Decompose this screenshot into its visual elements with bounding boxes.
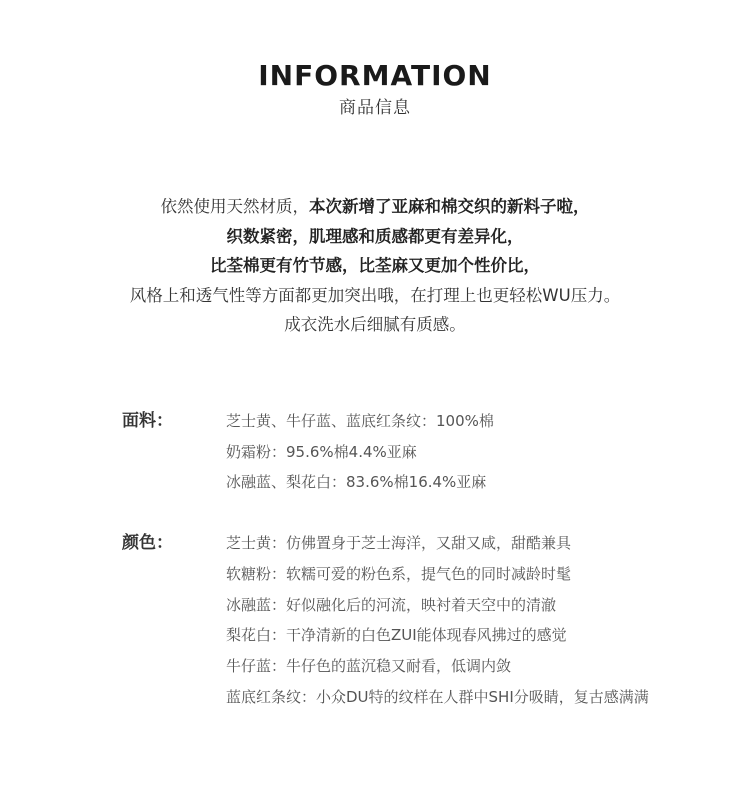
intro-line-4: 风格上和透气性等方面都更加突出哦，在打理上也更轻松WU压力。 — [129, 285, 621, 305]
fabric-item: 芝士黄、牛仔蓝、蓝底红条纹：100%棉 — [226, 412, 494, 430]
color-label: 颜色： — [122, 533, 173, 553]
fabric-label: 面料： — [122, 411, 173, 431]
color-list — [226, 531, 649, 716]
intro-line-2: 织数紧密，肌理感和质感都更有差异化， — [226, 226, 524, 246]
intro-line-1-regular: 依然使用天然材质， — [160, 197, 309, 216]
color-item: 冰融蓝：好似融化后的河流，映衬着天空中的清澈 — [226, 595, 557, 614]
intro-line-5: 成衣洗水后细腻有质感。 — [284, 315, 466, 334]
intro-line-1-bold: 本次新增了亚麻和棉交织的新料子啦， — [309, 197, 590, 216]
intro-line-3: 比荃棉更有竹节感，比荃麻又更加个性价比， — [210, 256, 540, 275]
color-item: 蓝底红条纹：小众DU特的纹样在人群中SHI分吸睛，复古感满满 — [226, 687, 649, 706]
intro-line-1 — [0, 192, 750, 222]
fabric-item: 冰融蓝、梨花白：83.6%棉16.4%亚麻 — [226, 473, 487, 491]
intro-paragraph — [0, 192, 750, 340]
page-title: INFORMATION — [258, 59, 492, 92]
color-item: 梨花白：干净清新的白色ZUI能体现春风拂过的感觉 — [226, 626, 567, 645]
fabric-item: 奶霜粉：95.6%棉4.4%亚麻 — [226, 442, 417, 461]
page-subtitle: 商品信息 — [339, 98, 411, 118]
color-item: 芝士黄：仿佛置身于芝士海洋，又甜又咸，甜酷兼具 — [226, 534, 572, 552]
color-item: 牛仔蓝：牛仔色的蓝沉稳又耐看，低调内敛 — [226, 657, 512, 676]
fabric-list — [226, 409, 494, 501]
color-item: 软糖粉：软糯可爱的粉色系，提气色的同时减龄时髦 — [226, 564, 572, 583]
